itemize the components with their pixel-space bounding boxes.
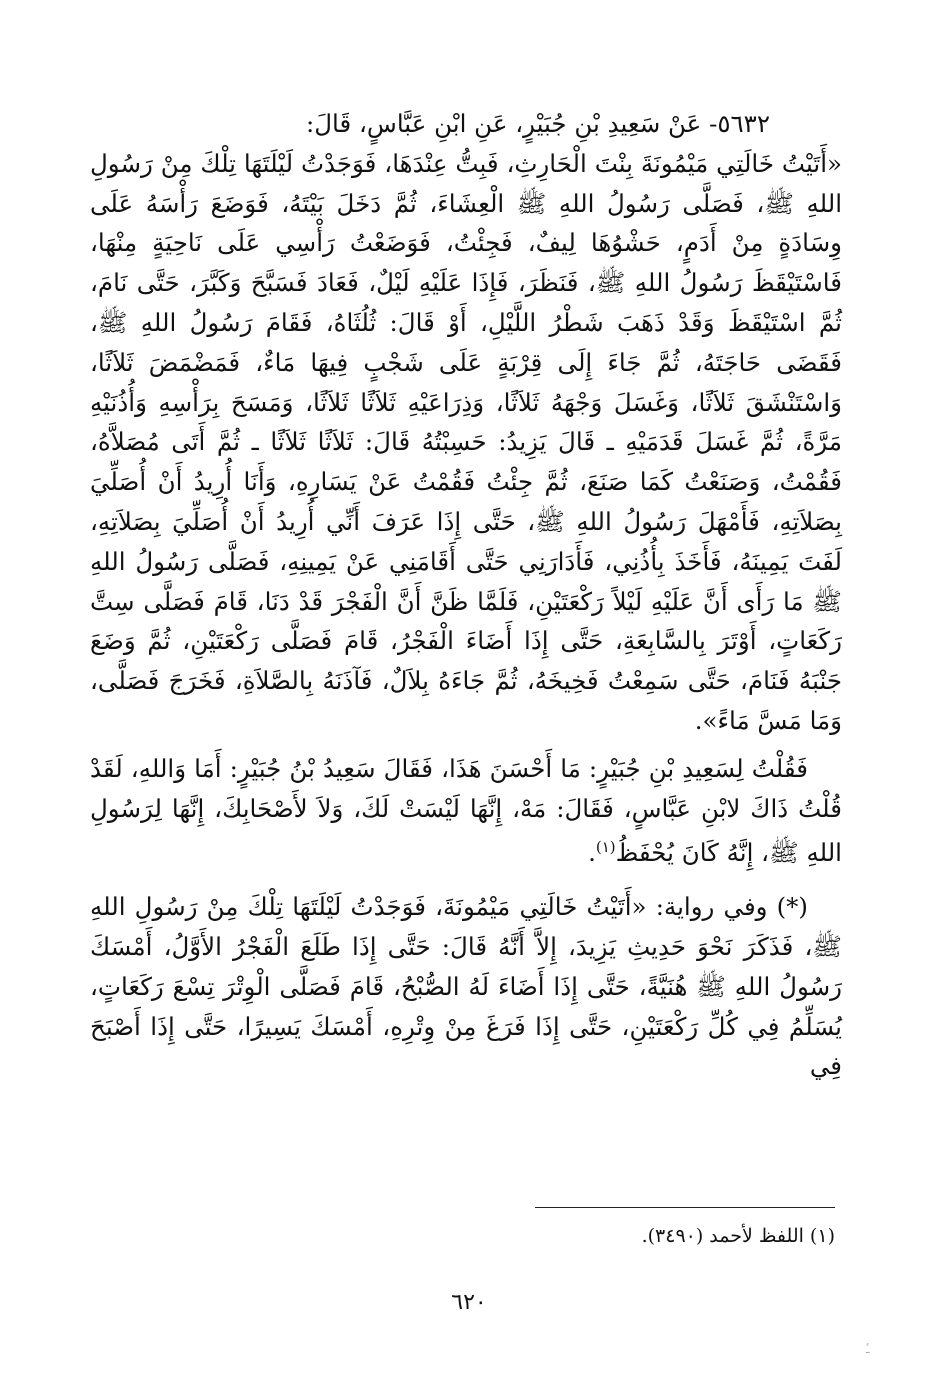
footnote: (١) اللفظ لأحمد (٣٤٩٠). (641, 1225, 835, 1247)
page-number: ٦٢٠ (451, 1290, 487, 1315)
commentary-text: فَقُلْتُ لِسَعِيدِ بْنِ جُبَيْرٍ: مَا أَحْسَنَ هَذَا، فَقَالَ سَعِيدُ بْنُ جُبَيْرٍ: أَمَا وَاللهِ، لَقَدْ قُلْتُ ذَاكَ لابْنِ عَبَّاسٍ، فَقَالَ: مَهْ، إِنَّهَا لَيْسَتْ لَكَ، وَلاَ لأَصْحَابِكَ، إِنَّهَا لِرَسُولِ اللهِ ﷺ، إِنَّهُ كَانَ يُحْفَظُ (90, 753, 842, 868)
corner-mark: ـٔ (866, 1342, 870, 1356)
variant-narration: (*) وفي رواية: «أَتَيْتُ خَالَتِي مَيْمُونَةَ، فَوَجَدْتُ لَيْلَتَهَا تِلْكَ مِنْ رَسُولِ اللهِ ﷺ، فَذَكَرَ نَحْوَ حَدِيثِ يَزِيدَ، إِلاَّ أَنَّهُ قَالَ: حَتَّى إِذَا طَلَعَ الْفَجْرُ الأَوَّلُ، أَمْسَكَ رَسُولُ اللهِ ﷺ هُنَيَّةً، حَتَّى إِذَا أَضَاءَ لَهُ الصُّبْحُ، قَامَ فَصَلَّى الْوِتْرَ تِسْعَ رَكَعَاتٍ، يُسَلِّمُ فِي كُلِّ رَكْعَتَيْنِ، حَتَّى إِذَا فَرَغَ مِنْ وِتْرِهِ، أَمْسَكَ يَسِيرًا، حَتَّى إِذَا أَصْبَحَ فِي (90, 892, 842, 1081)
footnote-divider (535, 1207, 835, 1208)
footnote-reference[interactable]: (١) (595, 838, 616, 857)
commentary-end: . (588, 838, 596, 868)
hadith-heading: ٥٦٣٢- عَنْ سَعِيدِ بْنِ جُبَيْرٍ، عَنِ ابْنِ عَبَّاسٍ، قَالَ: (306, 109, 770, 138)
hadith-main-text: «أَتَيْتُ خَالَتِي مَيْمُونَةَ بِنْتَ الْحَارِثِ، فَبِتُّ عِنْدَهَا، فَوَجَدْتُ لَيْلَتَهَا تِلْكَ مِنْ رَسُولِ اللهِ ﷺ، فَصَلَّى رَسُولُ اللهِ ﷺ الْعِشَاءَ، ثُمَّ دَخَلَ بَيْتَهُ، فَوَضَعَ رَأْسَهُ عَلَى وِسَادَةٍ مِنْ أَدَمٍ، حَشْوُهَا لِيفٌ، فَجِئْتُ، فَوَضَعْتُ رَأْسِي عَلَى نَاحِيَةٍ مِنْهَا، فَاسْتَيْقَظَ رَسُولُ اللهِ ﷺ، فَنَظَرَ، فَإِذَا عَلَيْهِ لَيْلٌ، فَعَادَ فَسَبَّحَ وَكَبَّرَ، حَتَّى نَامَ، ثُمَّ اسْتَيْقَظَ وَقَدْ ذَهَبَ شَطْرُ اللَّيْلِ، أَوْ قَالَ: ثُلُثَاهُ، فَقَامَ رَسُولُ اللهِ ﷺ، فَقَضَى حَاجَتَهُ، ثُمَّ جَاءَ إِلَى قِرْبَةٍ عَلَى شَجْبٍ فِيهَا مَاءٌ، فَمَضْمَضَ ثَلاَثًا، وَاسْتَنْشَقَ ثَلاَثًا، وَغَسَلَ وَجْهَهُ ثَلاَثًا، وَذِرَاعَيْهِ ثَلاَثًا ثَلاَثًا، وَمَسَحَ بِرَأْسِهِ وَأُذُنَيْهِ مَرَّةً، ثُمَّ غَسَلَ قَدَمَيْهِ ـ قَالَ يَزِيدُ: حَسِبْتُهُ قَالَ: ثَلاَثًا ثَلاَثًا ـ ثُمَّ أَتَى مُصَلاَّهُ، فَقُمْتُ، وَصَنَعْتُ كَمَا صَنَعَ، ثُمَّ جِئْتُ فَقُمْتُ عَنْ يَسَارِهِ، وَأَنَا أُرِيدُ أَنْ أُصَلِّيَ بِصَلاَتِهِ، فَأَمْهَلَ رَسُولُ اللهِ ﷺ، حَتَّى إِذَا عَرَفَ أَنِّي أُرِيدُ أَنْ أُصَلِّيَ بِصَلاَتِهِ، لَفَتَ يَمِينَهُ، فَأَخَذَ بِأُذُنِي، فَأَدَارَنِي حَتَّى أَقَامَنِي عَنْ يَمِينِهِ، فَصَلَّى رَسُولُ اللهِ ﷺ مَا رَأَى أَنَّ عَلَيْهِ لَيْلاً رَكْعَتَيْنِ، فَلَمَّا ظَنَّ أَنَّ الْفَجْرَ قَدْ دَنَا، قَامَ فَصَلَّى سِتَّ رَكَعَاتٍ، أَوْتَرَ بِالسَّابِعَةِ، حَتَّى إِذَا أَضَاءَ الْفَجْرُ، قَامَ فَصَلَّى رَكْعَتَيْنِ، ثُمَّ وَضَعَ جَنْبَهُ فَنَامَ، حَتَّى سَمِعْتُ فَخِيخَهُ، ثُمَّ جَاءَهُ بِلاَلٌ، فَآذَنَهُ بِالصَّلاَةِ، فَخَرَجَ فَصَلَّى، وَمَا مَسَّ مَاءً». (90, 148, 842, 735)
main-text-block (90, 104, 842, 1086)
commentary-paragraph (90, 749, 842, 874)
